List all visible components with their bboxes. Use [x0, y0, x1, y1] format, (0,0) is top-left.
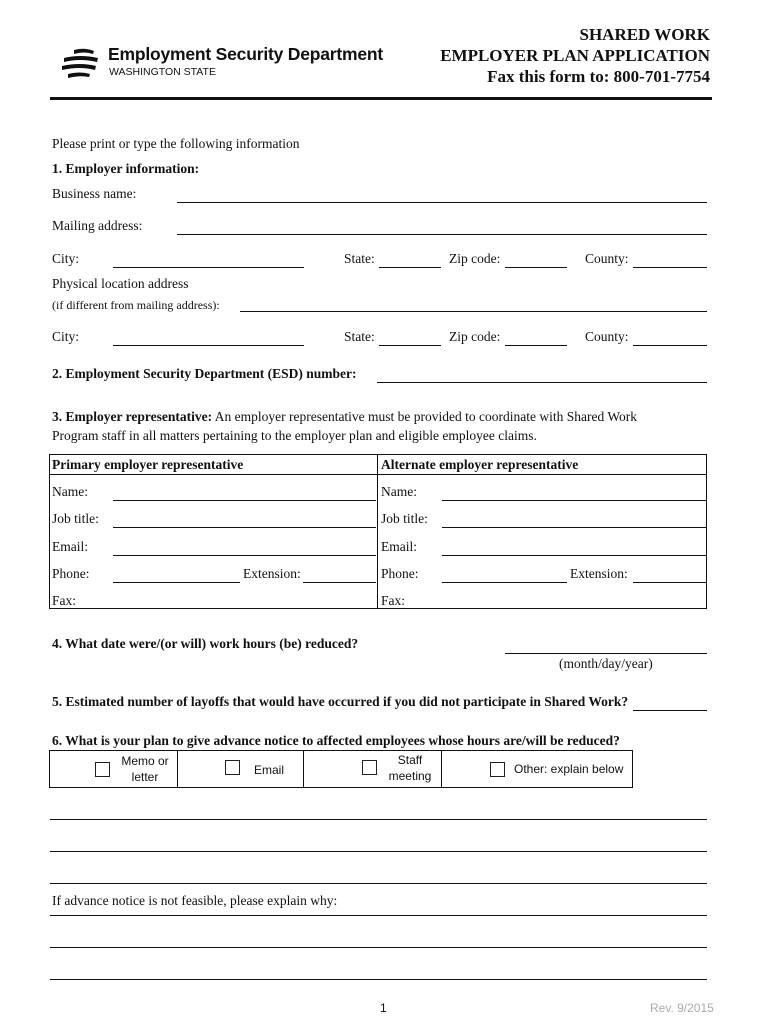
not-feasible-line-2[interactable] [50, 947, 707, 948]
state-field-2[interactable] [379, 345, 441, 346]
physical-address-note: (if different from mailing address): [52, 298, 220, 312]
alternate-phone-label: Phone: [381, 566, 419, 581]
other-checkbox[interactable] [490, 762, 505, 777]
intro-text: Please print or type the following information [52, 136, 300, 151]
alternate-phone-field[interactable] [442, 582, 567, 583]
physical-address-field[interactable] [240, 311, 707, 312]
memo-letter-label-2: letter [131, 770, 159, 784]
business-name-label: Business name: [52, 186, 137, 201]
table-header-rule [49, 474, 707, 475]
options-divider-3 [441, 750, 442, 788]
alternate-name-field[interactable] [442, 500, 707, 501]
county-field-2[interactable] [633, 345, 707, 346]
reduction-date-field[interactable] [505, 653, 707, 654]
state-label: State: [344, 251, 375, 266]
not-feasible-line-1[interactable] [50, 915, 707, 916]
zip-field-2[interactable] [505, 345, 567, 346]
primary-fax-label: Fax: [52, 593, 77, 608]
email-option-label: Email [254, 763, 285, 777]
options-divider-1 [177, 750, 178, 788]
primary-phone-field[interactable] [113, 582, 240, 583]
fax-number: Fax this form to: 800-701-7754 [487, 67, 710, 86]
primary-name-field[interactable] [113, 500, 376, 501]
physical-address-label: Physical location address [52, 276, 189, 291]
explain-line-1[interactable] [50, 819, 707, 820]
revision-date: Rev. 9/2015 [650, 1001, 714, 1015]
county-label: County: [585, 251, 629, 266]
zip-label: Zip code: [449, 251, 501, 266]
state-label-2: State: [344, 329, 375, 344]
explain-line-3[interactable] [50, 883, 707, 884]
primary-email-field[interactable] [113, 555, 376, 556]
city-label-2: City: [52, 329, 80, 344]
page-number: 1 [380, 1001, 387, 1015]
section-1-heading: 1. Employer information: [52, 161, 200, 176]
zip-field[interactable] [505, 267, 567, 268]
city-label: City: [52, 251, 80, 266]
form-title-1: SHARED WORK [579, 25, 710, 44]
primary-extension-label: Extension: [243, 566, 301, 581]
primary-job-title-label: Job title: [52, 511, 99, 526]
section-4-heading: 4. What date were/(or will) work hours (be) reduced? [52, 636, 359, 651]
not-feasible-line-3[interactable] [50, 979, 707, 980]
primary-email-label: Email: [52, 539, 88, 554]
section-6-heading: 6. What is your plan to give advance notice to affected employees whose hours are/will be reduced? [52, 733, 620, 748]
staff-meeting-checkbox[interactable] [362, 760, 377, 775]
esd-logo [60, 44, 384, 84]
other-option-label: Other: explain below [514, 762, 624, 776]
header-rule [50, 97, 712, 100]
zip-label-2: Zip code: [449, 329, 501, 344]
org-sub: WASHINGTON STATE [109, 66, 216, 78]
alternate-job-title-label: Job title: [381, 511, 428, 526]
alternate-email-label: Email: [381, 539, 417, 554]
primary-extension-field[interactable] [303, 582, 376, 583]
staff-meeting-label-1: Staff [397, 753, 423, 767]
alternate-rep-heading: Alternate employer representative [381, 457, 579, 472]
primary-name-label: Name: [52, 484, 88, 499]
options-divider-2 [303, 750, 304, 788]
city-field[interactable] [113, 267, 304, 268]
explain-line-2[interactable] [50, 851, 707, 852]
state-field[interactable] [379, 267, 441, 268]
alternate-email-field[interactable] [442, 555, 707, 556]
mailing-address-label: Mailing address: [52, 218, 143, 233]
business-name-field[interactable] [177, 202, 707, 203]
date-format-note: (month/day/year) [559, 656, 653, 671]
org-name: Employment Security Department [108, 44, 384, 64]
table-divider [377, 454, 378, 609]
memo-letter-checkbox[interactable] [95, 762, 110, 777]
alternate-job-title-field[interactable] [442, 527, 707, 528]
not-feasible-label: If advance notice is not feasible, please explain why: [52, 893, 338, 908]
mailing-address-field[interactable] [177, 234, 707, 235]
form-title-2: EMPLOYER PLAN APPLICATION [440, 46, 710, 65]
layoffs-field[interactable] [633, 710, 707, 711]
esd-number-field[interactable] [377, 382, 707, 383]
section-2-heading: 2. Employment Security Department (ESD) number: [52, 366, 357, 381]
staff-meeting-label-2: meeting [388, 769, 432, 783]
email-checkbox[interactable] [225, 760, 240, 775]
primary-phone-label: Phone: [52, 566, 90, 581]
section-3-text-2: Program staff in all matters pertaining to the employer plan and eligible employee claims. [52, 428, 537, 443]
section-3-text-1: An employer representative must be provided to coordinate with Shared Work [212, 409, 638, 424]
alternate-extension-label: Extension: [570, 566, 628, 581]
memo-letter-label-1: Memo or [121, 754, 169, 768]
memo-letter-label [118, 754, 172, 785]
alternate-extension-field[interactable] [633, 582, 707, 583]
section-5-heading: 5. Estimated number of layoffs that would have occurred if you did not participate in Shared Work? [52, 694, 629, 709]
county-field[interactable] [633, 267, 707, 268]
section-3-text [52, 409, 637, 425]
primary-rep-heading: Primary employer representative [52, 457, 244, 472]
county-label-2: County: [585, 329, 629, 344]
alternate-fax-label: Fax: [381, 593, 406, 608]
alternate-name-label: Name: [381, 484, 417, 499]
section-3-heading: 3. Employer representative: [52, 409, 213, 424]
esd-logo-icon [60, 46, 100, 82]
staff-meeting-label [386, 753, 434, 784]
city-field-2[interactable] [113, 345, 304, 346]
representative-table [49, 454, 707, 609]
primary-job-title-field[interactable] [113, 527, 376, 528]
